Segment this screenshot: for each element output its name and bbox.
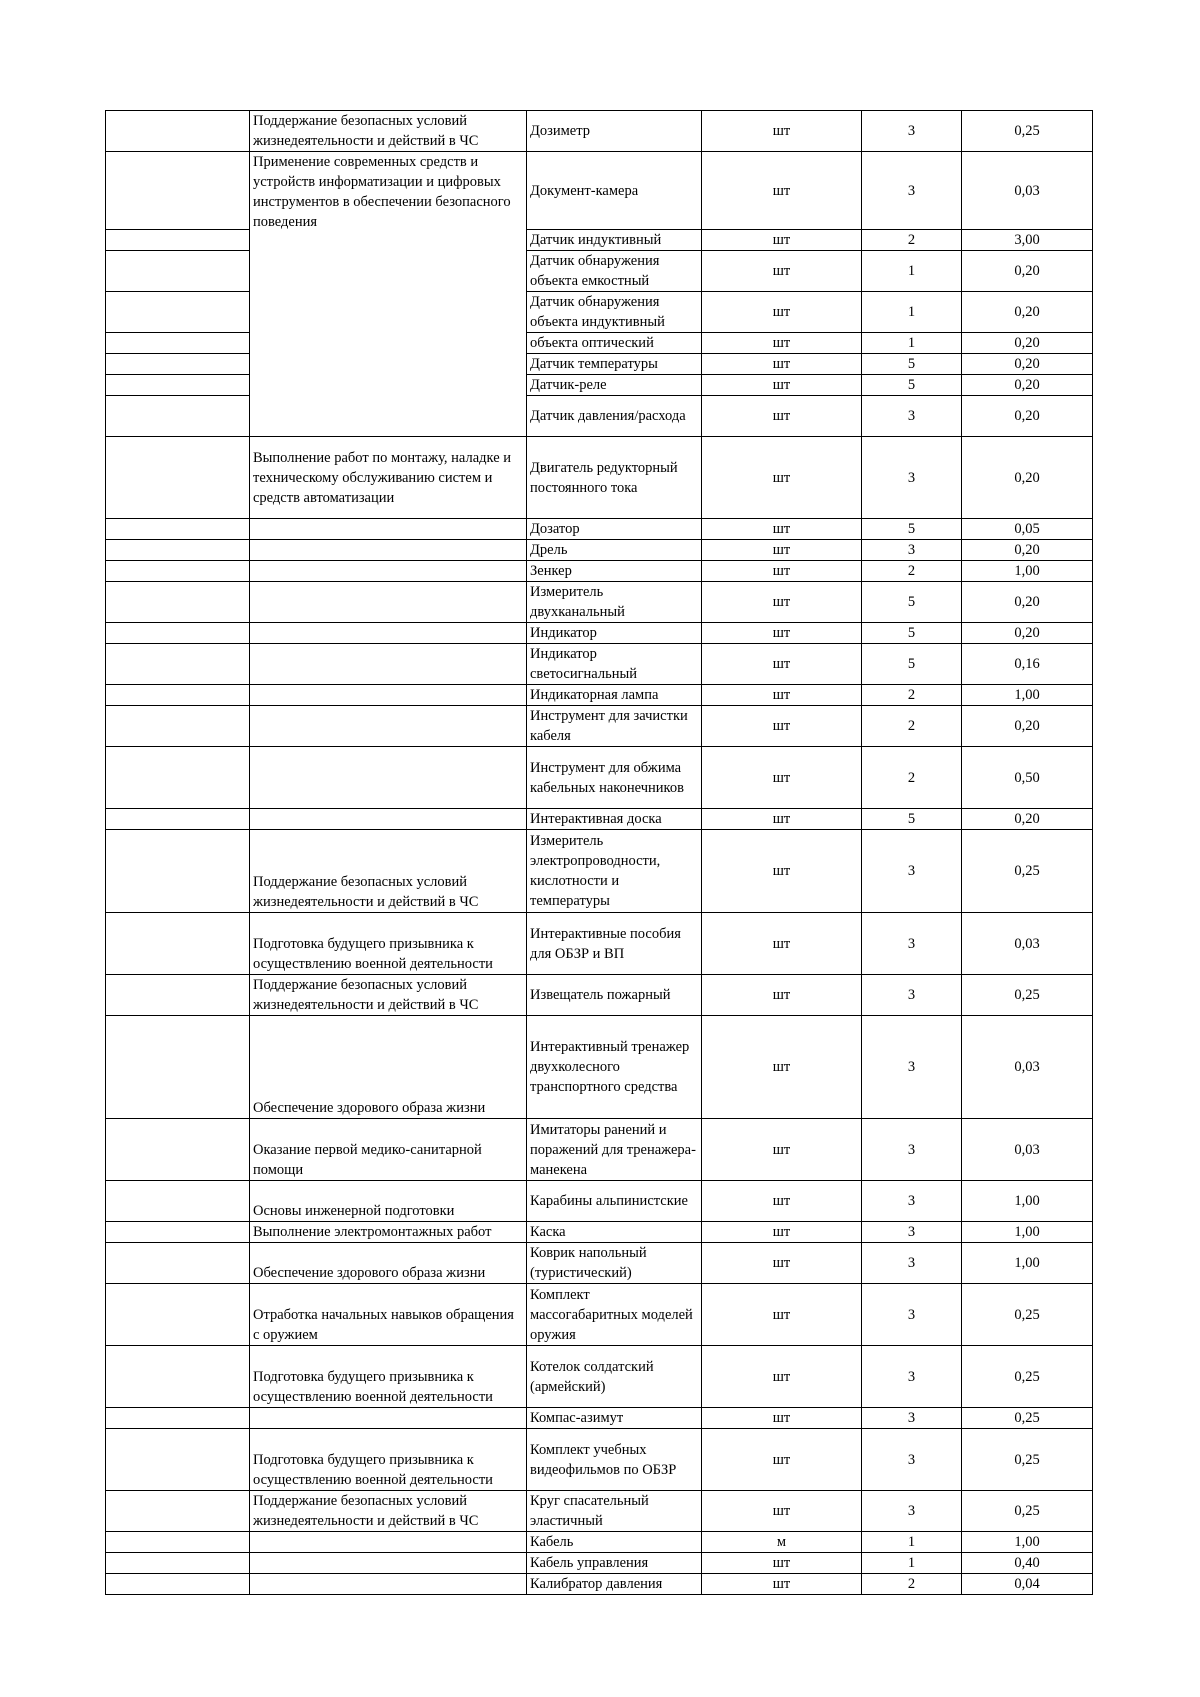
row-number-cell [106, 1553, 250, 1574]
unit-cell: шт [702, 375, 862, 396]
row-number-cell [106, 1222, 250, 1243]
coefficient-cell: 0,20 [962, 251, 1093, 292]
table-row [106, 913, 1093, 975]
unit-cell: шт [702, 540, 862, 561]
quantity-cell: 3 [862, 1016, 962, 1119]
coefficient-cell: 0,04 [962, 1574, 1093, 1595]
coefficient-cell: 0,20 [962, 706, 1093, 747]
item-name-cell: Комплект массогабаритных моделей оружия [527, 1284, 702, 1346]
row-number-cell [106, 333, 250, 354]
unit-cell: шт [702, 1181, 862, 1222]
unit-cell: шт [702, 354, 862, 375]
section-cell [250, 582, 527, 623]
row-number-cell [106, 747, 250, 809]
item-name-cell: Датчик-реле [527, 375, 702, 396]
table-row [106, 830, 1093, 913]
quantity-cell: 2 [862, 747, 962, 809]
table-row [106, 1222, 1093, 1243]
item-name-cell: Извещатель пожарный [527, 975, 702, 1016]
item-name-cell: Датчик обнаружения объекта емкостный [527, 251, 702, 292]
row-number-cell [106, 1491, 250, 1532]
item-name-cell: объекта оптический [527, 333, 702, 354]
unit-cell: шт [702, 830, 862, 913]
unit-cell: шт [702, 230, 862, 251]
section-cell: Поддержание безопасных условий жизнедеятельности и действий в ЧС [250, 111, 527, 152]
unit-cell: шт [702, 913, 862, 975]
coefficient-cell: 0,20 [962, 540, 1093, 561]
item-name-cell: Комплект учебных видеофильмов по ОБЗР [527, 1429, 702, 1491]
row-number-cell [106, 1346, 250, 1408]
section-cell [250, 706, 527, 747]
row-number-cell [106, 292, 250, 333]
section-cell: Поддержание безопасных условий жизнедеятельности и действий в ЧС [250, 830, 527, 913]
coefficient-cell: 0,03 [962, 1016, 1093, 1119]
item-name-cell: Индикатор [527, 623, 702, 644]
table-row [106, 1429, 1093, 1491]
section-cell [250, 747, 527, 809]
row-number-cell [106, 152, 250, 230]
unit-cell: шт [702, 333, 862, 354]
unit-cell: шт [702, 251, 862, 292]
table-row [106, 540, 1093, 561]
item-name-cell: Коврик напольный (туристический) [527, 1243, 702, 1284]
quantity-cell: 2 [862, 706, 962, 747]
unit-cell: шт [702, 809, 862, 830]
quantity-cell: 2 [862, 230, 962, 251]
section-cell [250, 561, 527, 582]
unit-cell: шт [702, 975, 862, 1016]
unit-cell: шт [702, 292, 862, 333]
table-row [106, 1346, 1093, 1408]
unit-cell: шт [702, 644, 862, 685]
item-name-cell: Измеритель электропроводности, кислотности и температуры [527, 830, 702, 913]
quantity-cell: 3 [862, 975, 962, 1016]
coefficient-cell: 0,05 [962, 519, 1093, 540]
coefficient-cell: 0,20 [962, 333, 1093, 354]
row-number-cell [106, 1574, 250, 1595]
unit-cell: шт [702, 747, 862, 809]
coefficient-cell: 0,25 [962, 1429, 1093, 1491]
row-number-cell [106, 396, 250, 437]
row-number-cell [106, 1532, 250, 1553]
coefficient-cell: 0,25 [962, 1346, 1093, 1408]
item-name-cell: Инструмент для обжима кабельных наконечников [527, 747, 702, 809]
unit-cell: шт [702, 1574, 862, 1595]
section-cell [250, 623, 527, 644]
quantity-cell: 3 [862, 830, 962, 913]
table-row [106, 747, 1093, 809]
row-number-cell [106, 354, 250, 375]
quantity-cell: 5 [862, 354, 962, 375]
item-name-cell: Измеритель двухканальный [527, 582, 702, 623]
row-number-cell [106, 1243, 250, 1284]
unit-cell: шт [702, 561, 862, 582]
quantity-cell: 1 [862, 1532, 962, 1553]
row-number-cell [106, 540, 250, 561]
unit-cell: шт [702, 1429, 862, 1491]
row-number-cell [106, 1181, 250, 1222]
item-name-cell: Интерактивный тренажер двухколесного транспортного средства [527, 1016, 702, 1119]
row-number-cell [106, 975, 250, 1016]
item-name-cell: Каска [527, 1222, 702, 1243]
section-cell: Выполнение электромонтажных работ [250, 1222, 527, 1243]
item-name-cell: Датчик давления/расхода [527, 396, 702, 437]
quantity-cell: 3 [862, 1243, 962, 1284]
item-name-cell: Имитаторы ранений и поражений для тренажера-манекена [527, 1119, 702, 1181]
coefficient-cell: 1,00 [962, 1243, 1093, 1284]
row-number-cell [106, 830, 250, 913]
row-number-cell [106, 685, 250, 706]
item-name-cell: Зенкер [527, 561, 702, 582]
quantity-cell: 1 [862, 251, 962, 292]
section-cell: Применение современных средств и устройств информатизации и цифровых инструментов в обеспечении безопасного поведения [250, 152, 527, 437]
coefficient-cell: 1,00 [962, 561, 1093, 582]
row-number-cell [106, 1016, 250, 1119]
coefficient-cell: 0,20 [962, 292, 1093, 333]
table-row [106, 561, 1093, 582]
row-number-cell [106, 230, 250, 251]
coefficient-cell: 0,50 [962, 747, 1093, 809]
section-cell [250, 809, 527, 830]
section-cell: Подготовка будущего призывника к осуществлению военной деятельности [250, 1429, 527, 1491]
unit-cell: шт [702, 1222, 862, 1243]
section-cell [250, 540, 527, 561]
equipment-table-body [106, 111, 1093, 1595]
quantity-cell: 5 [862, 644, 962, 685]
coefficient-cell: 0,25 [962, 1284, 1093, 1346]
row-number-cell [106, 111, 250, 152]
section-cell: Обеспечение здорового образа жизни [250, 1243, 527, 1284]
unit-cell: шт [702, 706, 862, 747]
row-number-cell [106, 809, 250, 830]
item-name-cell: Компас-азимут [527, 1408, 702, 1429]
table-row [106, 1284, 1093, 1346]
section-cell [250, 1553, 527, 1574]
row-number-cell [106, 1429, 250, 1491]
row-number-cell [106, 644, 250, 685]
unit-cell: шт [702, 1119, 862, 1181]
coefficient-cell: 0,25 [962, 111, 1093, 152]
unit-cell: шт [702, 1016, 862, 1119]
row-number-cell [106, 519, 250, 540]
section-cell [250, 644, 527, 685]
quantity-cell: 5 [862, 623, 962, 644]
unit-cell: шт [702, 1284, 862, 1346]
coefficient-cell: 0,20 [962, 375, 1093, 396]
coefficient-cell: 0,20 [962, 354, 1093, 375]
row-number-cell [106, 375, 250, 396]
item-name-cell: Датчик температуры [527, 354, 702, 375]
table-row [106, 1016, 1093, 1119]
unit-cell: шт [702, 623, 862, 644]
section-cell: Оказание первой медико-санитарной помощи [250, 1119, 527, 1181]
table-row [106, 437, 1093, 519]
quantity-cell: 1 [862, 292, 962, 333]
unit-cell: шт [702, 1553, 862, 1574]
item-name-cell: Круг спасательный эластичный [527, 1491, 702, 1532]
equipment-table [105, 110, 1093, 1595]
table-row [106, 706, 1093, 747]
item-name-cell: Кабель [527, 1532, 702, 1553]
table-row [106, 152, 1093, 230]
item-name-cell: Интерактивные пособия для ОБЗР и ВП [527, 913, 702, 975]
coefficient-cell: 0,20 [962, 396, 1093, 437]
quantity-cell: 3 [862, 1429, 962, 1491]
quantity-cell: 3 [862, 540, 962, 561]
quantity-cell: 3 [862, 913, 962, 975]
unit-cell: шт [702, 111, 862, 152]
unit-cell: шт [702, 519, 862, 540]
table-row [106, 623, 1093, 644]
quantity-cell: 1 [862, 333, 962, 354]
quantity-cell: 2 [862, 685, 962, 706]
coefficient-cell: 1,00 [962, 1532, 1093, 1553]
quantity-cell: 3 [862, 1346, 962, 1408]
coefficient-cell: 0,25 [962, 1491, 1093, 1532]
section-cell [250, 1574, 527, 1595]
coefficient-cell: 0,25 [962, 1408, 1093, 1429]
table-row [106, 582, 1093, 623]
row-number-cell [106, 437, 250, 519]
unit-cell: шт [702, 1346, 862, 1408]
coefficient-cell: 0,25 [962, 975, 1093, 1016]
table-row [106, 1181, 1093, 1222]
quantity-cell: 5 [862, 519, 962, 540]
table-row [106, 975, 1093, 1016]
row-number-cell [106, 913, 250, 975]
quantity-cell: 3 [862, 396, 962, 437]
quantity-cell: 5 [862, 582, 962, 623]
unit-cell: шт [702, 152, 862, 230]
unit-cell: м [702, 1532, 862, 1553]
coefficient-cell: 0,03 [962, 913, 1093, 975]
table-row [106, 1243, 1093, 1284]
section-cell: Поддержание безопасных условий жизнедеятельности и действий в ЧС [250, 975, 527, 1016]
quantity-cell: 5 [862, 809, 962, 830]
item-name-cell: Индикатор светосигнальный [527, 644, 702, 685]
section-cell [250, 519, 527, 540]
row-number-cell [106, 706, 250, 747]
coefficient-cell: 0,40 [962, 1553, 1093, 1574]
unit-cell: шт [702, 1243, 862, 1284]
section-cell: Подготовка будущего призывника к осуществлению военной деятельности [250, 913, 527, 975]
quantity-cell: 3 [862, 1284, 962, 1346]
item-name-cell: Датчик индуктивный [527, 230, 702, 251]
section-cell [250, 1532, 527, 1553]
section-cell: Подготовка будущего призывника к осуществлению военной деятельности [250, 1346, 527, 1408]
item-name-cell: Карабины альпинистские [527, 1181, 702, 1222]
row-number-cell [106, 1408, 250, 1429]
quantity-cell: 3 [862, 437, 962, 519]
quantity-cell: 3 [862, 1408, 962, 1429]
unit-cell: шт [702, 1491, 862, 1532]
section-cell: Выполнение работ по монтажу, наладке и техническому обслуживанию систем и средств автоматизации [250, 437, 527, 519]
quantity-cell: 5 [862, 375, 962, 396]
item-name-cell: Интерактивная доска [527, 809, 702, 830]
section-cell: Поддержание безопасных условий жизнедеятельности и действий в ЧС [250, 1491, 527, 1532]
table-row [106, 1408, 1093, 1429]
table-row [106, 1119, 1093, 1181]
table-row [106, 519, 1093, 540]
quantity-cell: 2 [862, 1574, 962, 1595]
coefficient-cell: 0,16 [962, 644, 1093, 685]
item-name-cell: Дозиметр [527, 111, 702, 152]
coefficient-cell: 1,00 [962, 685, 1093, 706]
coefficient-cell: 0,03 [962, 152, 1093, 230]
quantity-cell: 1 [862, 1553, 962, 1574]
quantity-cell: 2 [862, 561, 962, 582]
item-name-cell: Дрель [527, 540, 702, 561]
unit-cell: шт [702, 437, 862, 519]
section-cell [250, 1408, 527, 1429]
row-number-cell [106, 1284, 250, 1346]
quantity-cell: 3 [862, 1222, 962, 1243]
unit-cell: шт [702, 685, 862, 706]
section-cell: Основы инженерной подготовки [250, 1181, 527, 1222]
item-name-cell: Инструмент для зачистки кабеля [527, 706, 702, 747]
item-name-cell: Документ-камера [527, 152, 702, 230]
coefficient-cell: 1,00 [962, 1222, 1093, 1243]
item-name-cell: Кабель управления [527, 1553, 702, 1574]
table-row [106, 685, 1093, 706]
quantity-cell: 3 [862, 111, 962, 152]
unit-cell: шт [702, 582, 862, 623]
coefficient-cell: 0,03 [962, 1119, 1093, 1181]
item-name-cell: Датчик обнаружения объекта индуктивный [527, 292, 702, 333]
section-cell: Обеспечение здорового образа жизни [250, 1016, 527, 1119]
table-row [106, 111, 1093, 152]
section-cell [250, 685, 527, 706]
coefficient-cell: 0,25 [962, 830, 1093, 913]
quantity-cell: 3 [862, 1491, 962, 1532]
table-row [106, 1532, 1093, 1553]
table-row [106, 1491, 1093, 1532]
table-row [106, 1553, 1093, 1574]
coefficient-cell: 0,20 [962, 623, 1093, 644]
table-row [106, 809, 1093, 830]
row-number-cell [106, 582, 250, 623]
item-name-cell: Калибратор давления [527, 1574, 702, 1595]
table-row [106, 1574, 1093, 1595]
item-name-cell: Дозатор [527, 519, 702, 540]
row-number-cell [106, 1119, 250, 1181]
coefficient-cell: 0,20 [962, 809, 1093, 830]
coefficient-cell: 0,20 [962, 582, 1093, 623]
row-number-cell [106, 561, 250, 582]
coefficient-cell: 1,00 [962, 1181, 1093, 1222]
row-number-cell [106, 623, 250, 644]
quantity-cell: 3 [862, 1119, 962, 1181]
item-name-cell: Котелок солдатский (армейский) [527, 1346, 702, 1408]
quantity-cell: 3 [862, 152, 962, 230]
coefficient-cell: 3,00 [962, 230, 1093, 251]
row-number-cell [106, 251, 250, 292]
unit-cell: шт [702, 396, 862, 437]
quantity-cell: 3 [862, 1181, 962, 1222]
unit-cell: шт [702, 1408, 862, 1429]
item-name-cell: Двигатель редукторный постоянного тока [527, 437, 702, 519]
section-cell: Отработка начальных навыков обращения с оружием [250, 1284, 527, 1346]
coefficient-cell: 0,20 [962, 437, 1093, 519]
table-row [106, 644, 1093, 685]
item-name-cell: Индикаторная лампа [527, 685, 702, 706]
